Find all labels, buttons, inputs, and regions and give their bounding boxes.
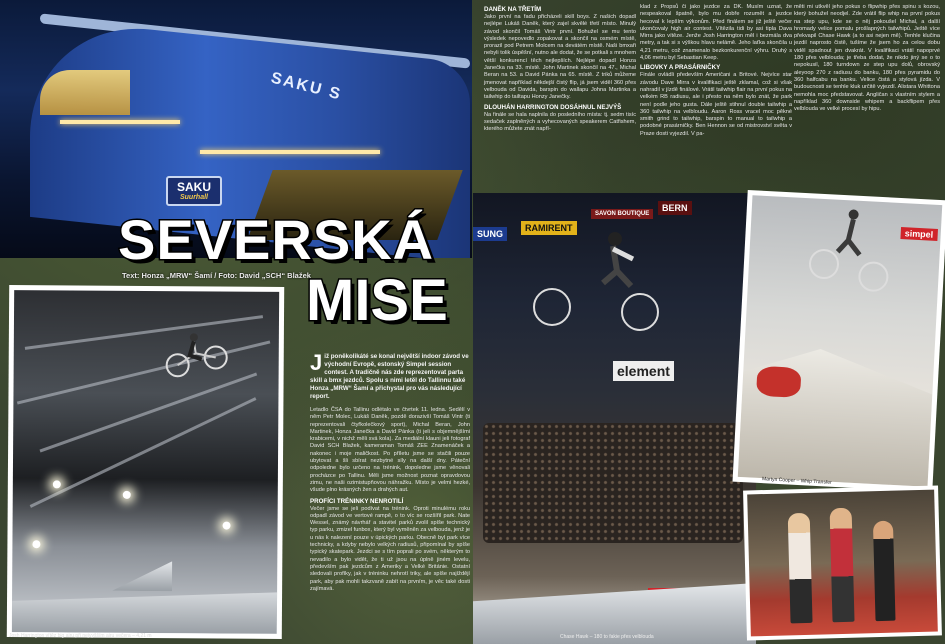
banner-boutique: SAVON BOUTIQUE — [591, 209, 653, 219]
caption-photo2: Chase Hawk – 180 to fakie přes velblouda — [560, 634, 654, 640]
bmx-wheel — [533, 288, 571, 326]
photo-chase-hawk — [473, 193, 756, 644]
photo-spectators-image — [747, 490, 938, 637]
body-paragraph: Letadlo ČSA do Tallinu odlétalo ve čtvrtek 11. ledna. Sedělí v něm Petr Molec, Lukáš Daněk, pozdě dorazivší Tomáš Vintr (ti reprezentovali čtyřkolečkový sport), Michal Beran, John Martinek, Honza Janečka a David Pánka (ti jeli s objemnějšími krabicemi, v nichž měli svá kola). Za mediální klauni jeli fotograf David SCH Blažek, kameraman Tomáš ZEE Znamenáček a nakonec i moje maličkost. Po příletu jsme se stačili pouze ubytovat a šli sbírat nezbytné síly na další dny. Páteční odpoledne bylo určeno na trénink, dopoledne jsme věnovali procházce po Tallinu. Měli jsme možnost poznat opravdovou zimu, ne naši ozimistupňovou náhražku. Místo je velmi hezké, všude plno krásných žen a drahých aut. — [310, 407, 470, 494]
section-heading: DANĚK NA TŘETÍM — [484, 6, 542, 13]
body-paragraph: klad z Propsů či jako jezdce za DK. Musím uznat, že nespeakoval špatně, bylo mu dobře rozumět a jezdce hecoval k lepším výkonům. Před finálem se již ještě večer ukončovaly high air contest. Vítězila tidi by asi tipla Dava Mirra jako vítěze. Jenže Josh Harrington měl i bezmála dva metry, a tak si s výškou hlavu nelámě. Jeho laťka skončila u 4,21 metru, což znamenalo bezkonkurenční výhru. Druhý s 4,06 metru byl Sebastian Keep. — [640, 4, 792, 62]
section-heading: LIBOVKY A PRASÁRNIČKY — [640, 64, 721, 72]
caption-photo3: Martyn Cooper – Whip Transfer — [761, 476, 832, 486]
spotlight-icon — [223, 522, 231, 530]
arena-light-strip — [60, 120, 180, 124]
text-column-1 — [484, 4, 636, 133]
spectator-figure — [873, 521, 896, 621]
redbull-logo — [756, 366, 802, 398]
banner-element: element — [613, 361, 674, 381]
title-line-2: MISE — [306, 268, 448, 333]
lead-text: iž poněkolikáté se konal největší indoor závod ve východní Evropě, estonský Simpel session contest. A tradičně nás zde reprezentovat parta skill a bmx jezdců. Spolu s nimi letěl do Tallinnu také Honza „MRW“ Šamí a přichystal pro vás následující report. — [310, 353, 469, 400]
body-paragraph: Finále ovládli především Američani a Britové. Nejvíce star závodu Dave Mirra v kvalifikaci ještě zklamal, což si však nahradil v jízdě finálové. Vrátil tailwhip flair na první pokus na velkém RB radiusu, ale i přesto na něm bylo znát, že park není podle jeho gusta. Dále ještě stihnul double tailwhip a 360 tailwhip na velbloudu. Aaron Ross vracel moc pěkné smith grind to tailwhip, barspin to manual to tailwhip a podobné prasárničky. Ben Hennon se od mistrovství světa v Praze dosti vyjezdil. V pa- — [640, 72, 792, 137]
bmx-rider-icon — [164, 331, 234, 381]
spotlight-icon — [32, 540, 40, 548]
banner-ramirent: RAMIRENT — [521, 221, 577, 235]
article-intro-column — [310, 350, 470, 593]
section-heading: DLOUHÁN HARRINGTON DOSÁHNUL NEJVÝŠ — [484, 103, 622, 111]
banner-bern: BERN — [658, 201, 692, 215]
banner-simpel: simpel — [900, 227, 937, 241]
section-heading: PROFÍCI TRÉNINKY NENROTILÍ — [310, 497, 404, 505]
saku-logo-sub: Suurhall — [179, 194, 208, 201]
body-paragraph: Na finále se hala naplnila do posledního místa: tj. sedm tisíc sedaček zaplněných a vyhecovaných speakerem Catfishem, kterého můžete znát napří- — [484, 111, 636, 133]
title-line-1: SEVERSKÁ — [118, 208, 435, 271]
spotlight-icon — [53, 480, 61, 488]
spotlight-icon — [123, 491, 131, 499]
photo-harrington-image — [12, 290, 279, 634]
body-paragraph: Jako první na řadu přicházeli skill boys. Z našich dopadl nejlépe Lukáš Daněk, který zajel skvělé třetí místo. Minulý závod skončil Tomáš Vintr první. Bohužel se mu tento výsledek nepovedlo zopakovat a skončil na osmém místě, prorazil pod Petrem Molcem na devátém místě. Naši bmxaři nebyli tolik úspěšní, nutno ale dodat, že se potkali s mnohem větší konkurencí těch nejlepších. Nejlépe dopadl Honza Janečka na 33. místě. John Martinek skončil na 47., Michal Beran na 53. a David Pánka na 65. místě. Z triků můžeme jmenovat například někdejší čistý flip, já jsem viděl 360 přes velbouda od Davida, barspin do wallapu Johna Martinka a tailwhip do tailtapu Honzy Janečky. — [484, 14, 636, 101]
photo-spectators — [743, 485, 942, 640]
spectator-figure — [788, 513, 813, 624]
saku-logo-text: SAKU — [176, 180, 211, 194]
dropcap: J — [310, 350, 323, 375]
lead-paragraph — [310, 350, 470, 401]
text-column-2 — [640, 4, 792, 138]
body-paragraph: Večer jsme se jeli podívat na trénink. Oproti minulému roku odpadl závod ve vertové rampě, o to víc se rozšířil park. Nate Wessel, známý návrhář a stavitel parků zvolil spíše technický typ parku, zmizel funbox, který byl vyměněn za velbouda, jenž je u nás k nalezení pouze v úpických parku. Obecně byl park více technicky, a kdyby nebylo velkých radiusů, připomínal by spíše typický skatepark. Jezdci se s tím poprali po svém, některým to nevadilo a bylo vidět, že ti už jsou na úplně jiném levelu, především pak jezdcům z Ameriky a Velké Británie. Ostatní sledovali profíky, jak v tréninku nehrotí triky, ale spíše najíždějí park, aby pak mohli takzvaně zabít na prvním, je věc také dosti zajímavá. — [310, 505, 470, 592]
caption-photo1: Josh Harrington vítěz big airu při nejvyšším airu večera – 4,21 m — [9, 633, 152, 639]
saku-logo-sign — [166, 176, 222, 206]
banner-samsung: SUNG — [473, 227, 507, 241]
text-column-3 — [794, 4, 940, 113]
photo-martyn-cooper-image — [738, 195, 942, 487]
photo-martyn-cooper — [732, 190, 945, 492]
body-paragraph: měti mi utkvěl jeho pokus o flipwhip přes spinu s kozou, který bohužel neodjel. Zde vrátil flip whip na první pokus na step upu, kde se o něj pokoušel Michal, a další hromady velice pomalu prošlapných tailwhipů. Ještě více překvapil Chase Hawk (a to asi nejen mě). Tenhle klučina jezdil naprosto čistě, tušíme že jsem ho za celou dobu viděl spadnout jen dvakrát. V kvalifikaci vrátil napoprvé 180 přes velblouda; je třeba dodat, že nikdo jiný se o to nepokusil, 180 turndown ze step upu dolů, obrovský aleyoop 270 z radiusu do banku, 180 přes pyramidu do 360 halfcabu na banku. Velice čistá a stylová jízda. V budoucnosti se tenhle kluk určitě vyjezdí. Alistara Whittona nemohla moc představovat. Angličan s vlastním stylem a například 360 downside whipem a backflipem přes velblouda ve velké procesí by hipu. — [794, 4, 940, 113]
arena-roof-sign: SAKU S — [269, 69, 344, 104]
author-credit: Text: Honza „MRW“ Šamí / Foto: David „SCH“ Blažek — [122, 271, 311, 280]
arena-light-strip — [200, 150, 380, 154]
spectator-figure — [830, 508, 855, 623]
arena-glass — [40, 70, 130, 115]
bmx-rider-icon — [829, 207, 872, 269]
photo-harrington — [7, 285, 284, 639]
bmx-rider-icon — [583, 231, 643, 311]
